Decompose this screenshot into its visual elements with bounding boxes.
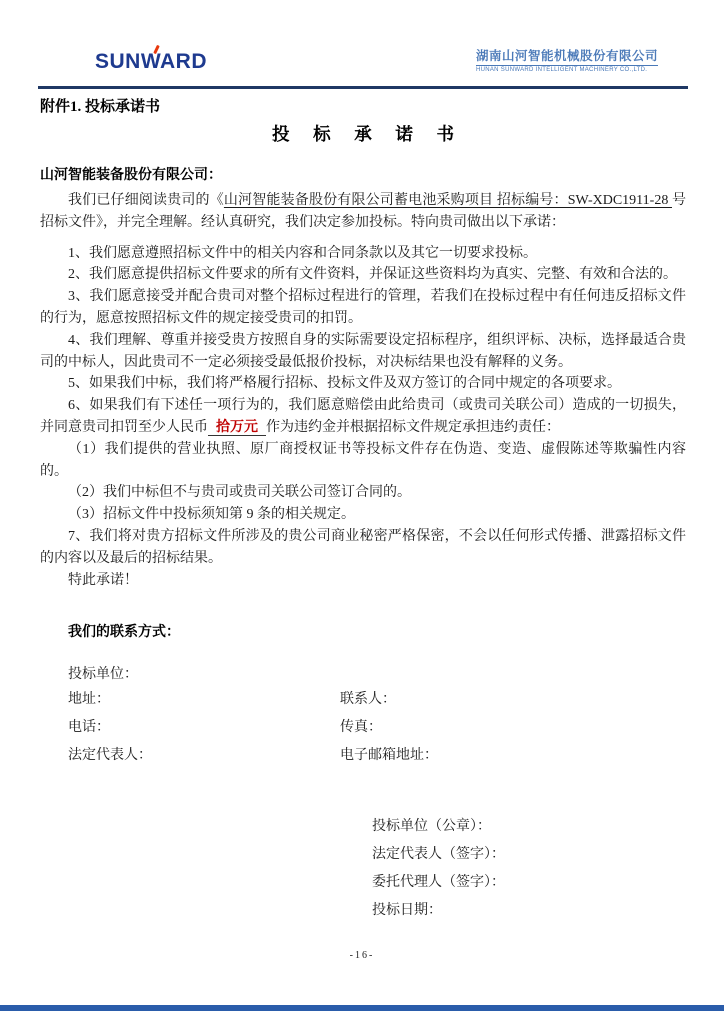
- document-body: [40, 97, 686, 928]
- commitment-item-1: 1、我们愿意遵照招标文件中的相关内容和合同条款以及其它一切要求投标。: [68, 245, 537, 261]
- commitment-item-7: 7、我们将对贵方招标文件所涉及的贵公司商业秘密严格保密，不会以任何形式传播、泄露招标文件的内容以及最后的招标结果。: [40, 528, 686, 566]
- signature-bid-date: 投标日期：: [372, 903, 442, 919]
- sub-item-1: （1）我们提供的营业执照、原厂商授权证书等投标文件存在伪造、变造、虚假陈述等欺骗性内容的。: [40, 441, 686, 479]
- commitment-item-4: 4、我们理解、尊重并接受贵方按照自身的实际需要设定招标程序，组织评标、决标，选择最适合贵司的中标人，因此贵司不一定必须接受最低报价投标，对决标结果也没有解释的义务。: [40, 332, 686, 370]
- item6-part2: 作为违约金并根据招标文件规定承担违约责任：: [266, 419, 560, 435]
- company-name-cn: 湖南山河智能机械股份有限公司: [476, 46, 658, 66]
- fax-label: 传真：: [340, 720, 382, 736]
- signature-company-seal: 投标单位（公章）：: [372, 819, 491, 835]
- footer-rule: [0, 1005, 724, 1011]
- commitment-item-2: 2、我们愿意提供招标文件要求的所有文件资料，并保证这些资料均为真实、完整、有效和合法的。: [68, 267, 677, 283]
- intro-underlined-project: 山河智能装备股份有限公司蓄电池采购项目 招标编号：SW-XDC1911-28: [223, 193, 672, 208]
- page-header: [40, 44, 686, 74]
- bidder-unit-label: 投标单位：: [68, 667, 138, 683]
- commitment-item-3: 3、我们愿意接受并配合贵司对整个招标过程进行的管理，若我们在投标过程中有任何违反招标文件的行为，愿意按照招标文件的规定接受贵司的扣罚。: [40, 289, 686, 326]
- intro-part1: 我们已仔细阅读贵司的《: [68, 193, 224, 208]
- attachment-heading: 附件1. 投标承诺书: [40, 99, 161, 115]
- company-block: [476, 46, 658, 73]
- penalty-amount: 拾万元: [208, 420, 266, 436]
- contact-row-address: [40, 689, 686, 711]
- contact-row-representative: [40, 745, 686, 767]
- salutation: 山河智能装备股份有限公司：: [40, 168, 222, 183]
- company-name-en: HUNAN SUNWARD INTELLIGENT MACHINERY CO.,LTD.: [475, 67, 648, 73]
- item6-part1: 6、如果我们有下述任一项行为的，我们愿意赔偿由此给贵司（或贵司关联公司）造成的一切损失，并同意贵司扣罚至少人民币: [40, 398, 686, 435]
- phone-label: 电话：: [68, 720, 110, 736]
- page-footer: [0, 950, 724, 961]
- signature-legal-representative: 法定代表人（签字）：: [372, 847, 505, 863]
- contact-row-phone: [40, 717, 686, 739]
- header-rule: [38, 86, 688, 89]
- address-label: 地址：: [68, 692, 110, 708]
- signature-authorized-agent: 委托代理人（签字）：: [372, 875, 505, 891]
- page-number: -16-: [349, 950, 375, 961]
- commitment-item-6: [40, 395, 686, 439]
- legal-representative-label: 法定代表人：: [68, 748, 152, 764]
- email-label: 电子邮箱地址：: [340, 748, 438, 764]
- closing-statement: 特此承诺！: [68, 572, 138, 588]
- commitment-item-5: 5、如果我们中标，我们将严格履行招标、投标文件及双方签订的合同中规定的各项要求。: [68, 376, 621, 392]
- sub-item-2: （2）我们中标但不与贵司或贵司关联公司签订合同的。: [68, 485, 411, 501]
- signature-block: [372, 816, 686, 922]
- contact-heading: 我们的联系方式：: [68, 625, 180, 641]
- sunward-logo: [95, 50, 207, 74]
- intro-part2: 号招标文件》，并完全理解。经认真研究，我们决定参加投标。特向贵司做出以下承诺：: [40, 193, 686, 230]
- commitment-list: [40, 243, 686, 592]
- sub-item-3: （3）招标文件中投标须知第 9 条的相关规定。: [68, 507, 355, 523]
- contact-person-label: 联系人：: [340, 692, 396, 708]
- document-title: 投 标 承 诺 书: [272, 124, 464, 144]
- intro-paragraph: [40, 190, 686, 234]
- sunward-logo-text: SUNWARD: [95, 50, 207, 73]
